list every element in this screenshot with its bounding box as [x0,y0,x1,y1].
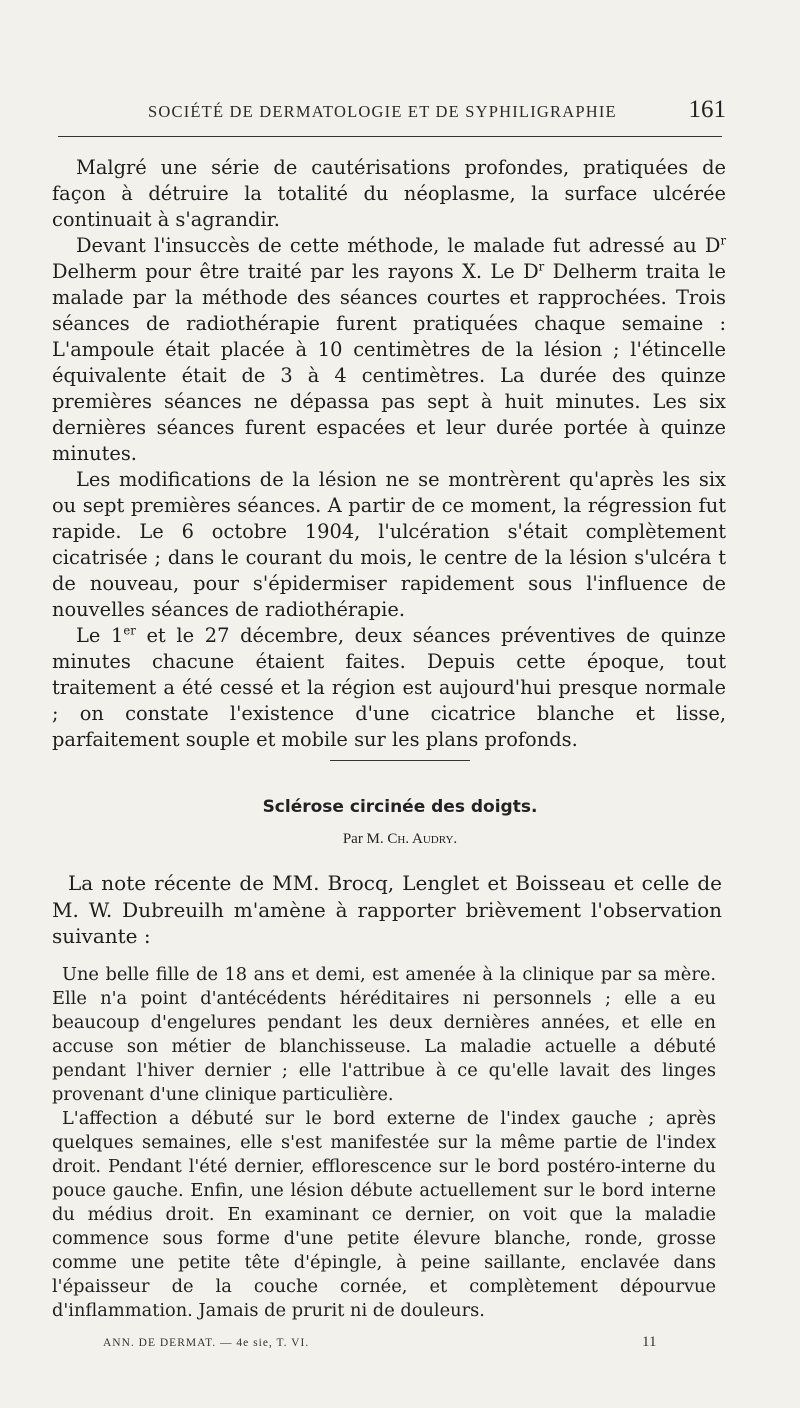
paragraph-affection: L'affection a débuté sur le bord externe de l'index gauche ; après quelques semaines, elle s'est manifestée sur la même partie de l'index droit. Pendant l'été dernier, efflorescence sur le bord postéro-interne du pouce gauche. Enfin, une lésion débute actuellement sur le bord interne du médius droit. En examinant ce dernier, on voit que la maladie commence sous forme d'une petite élevure blanche, ronde, grosse comme une petite tête d'épingle, à peine saillante, enclavée dans l'épaisseur de la couche cornée, et complètement dépourvue d'inflammation. Jamais de prurit ni de douleurs. [52,1108,716,1321]
paragraph-outcome [52,623,726,753]
text-run: Delherm pour être traité par les rayons X. Le D [52,260,539,283]
byline-prefix: Par M. [342,831,388,847]
text-run: et le 27 décembre, deux séances préventives de quinze minutes chacune étaient faites. Depuis cette époque, tout traitement a été cessé et la région est aujourd'hui presque normale ; on constate l'existence d'une cicatrice blanche et lisse, parfaitement souple et mobile sur les plans profonds. [52,624,726,751]
paragraph-regression: Les modifications de la lésion ne se montrèrent qu'après les six ou sept premières séances. A partir de ce moment, la régression fut rapide. Le 6 octobre 1904, l'ulcération s'était complètement cicatrisée ; dans le courant du mois, le centre de la lésion s'ulcéra t de nouveau, pour s'épidermiser rapidement sous l'influence de nouvelles séances de radiothérapie. [52,468,726,621]
page-number: 161 [688,96,726,123]
paragraph-cauterisation: Malgré une série de cautérisations profondes, pratiquées de façon à détruire la totalité du néoplasme, la surface ulcérée continuait à s'agrandir. [52,156,726,231]
author-name: Ch. Audry. [387,831,458,847]
text-run: Devant l'insuccès de cette méthode, le malade fut adressé au D [76,234,721,257]
section-title: Sclérose circinée des doigts. [262,797,538,817]
superscript: r [720,233,726,248]
header-rule [58,136,722,137]
observation-text [52,963,716,1323]
superscript: r [538,259,545,274]
case-report-text [52,155,726,753]
footer-signature: ANN. DE DERMAT. — 4e sie, T. VI. [103,1337,310,1349]
paragraph-patient: Une belle fille de 18 ans et demi, est amenée à la clinique par sa mère. Elle n'a point d'antécédents héréditaires ni personnels ; elle a eu beaucoup d'engelures pendant les deux dernières années, et elle en accuse son métier de blanchisseuse. La maladie actuelle a débuté pendant l'hiver dernier ; elle l'attribue à ce qu'elle lavait des linges provenant d'une clinique particulière. [52,964,716,1105]
intro-text [52,870,722,950]
superscript: er [123,623,136,638]
section-divider [330,760,470,761]
author-byline [0,831,800,848]
paragraph-intro: La note récente de MM. Brocq, Lenglet et Boisseau et celle de M. W. Dubreuilh m'amène à rapporter brièvement l'observation suivante : [52,871,722,948]
footer-sheet-number: 11 [642,1334,657,1350]
running-title: SOCIÉTÉ DE DERMATOLOGIE ET DE SYPHILIGRAPHIE [148,102,617,121]
text-run: Le 1 [76,624,124,647]
paragraph-radiotherapy [52,233,726,467]
text-run: Delherm traita le malade par la méthode des séances courtes et rapprochées. Trois séances de radiothérapie furent pratiquées chaque semaine : L'ampoule était placée à 10 centimètres de la lésion ; l'étincelle équivalente était de 3 à 4 centimètres. La durée des quinze premières séances ne dépassa pas sept à huit minutes. Les six dernières séances furent espacées et leur durée portée à quinze minutes. [52,260,726,465]
